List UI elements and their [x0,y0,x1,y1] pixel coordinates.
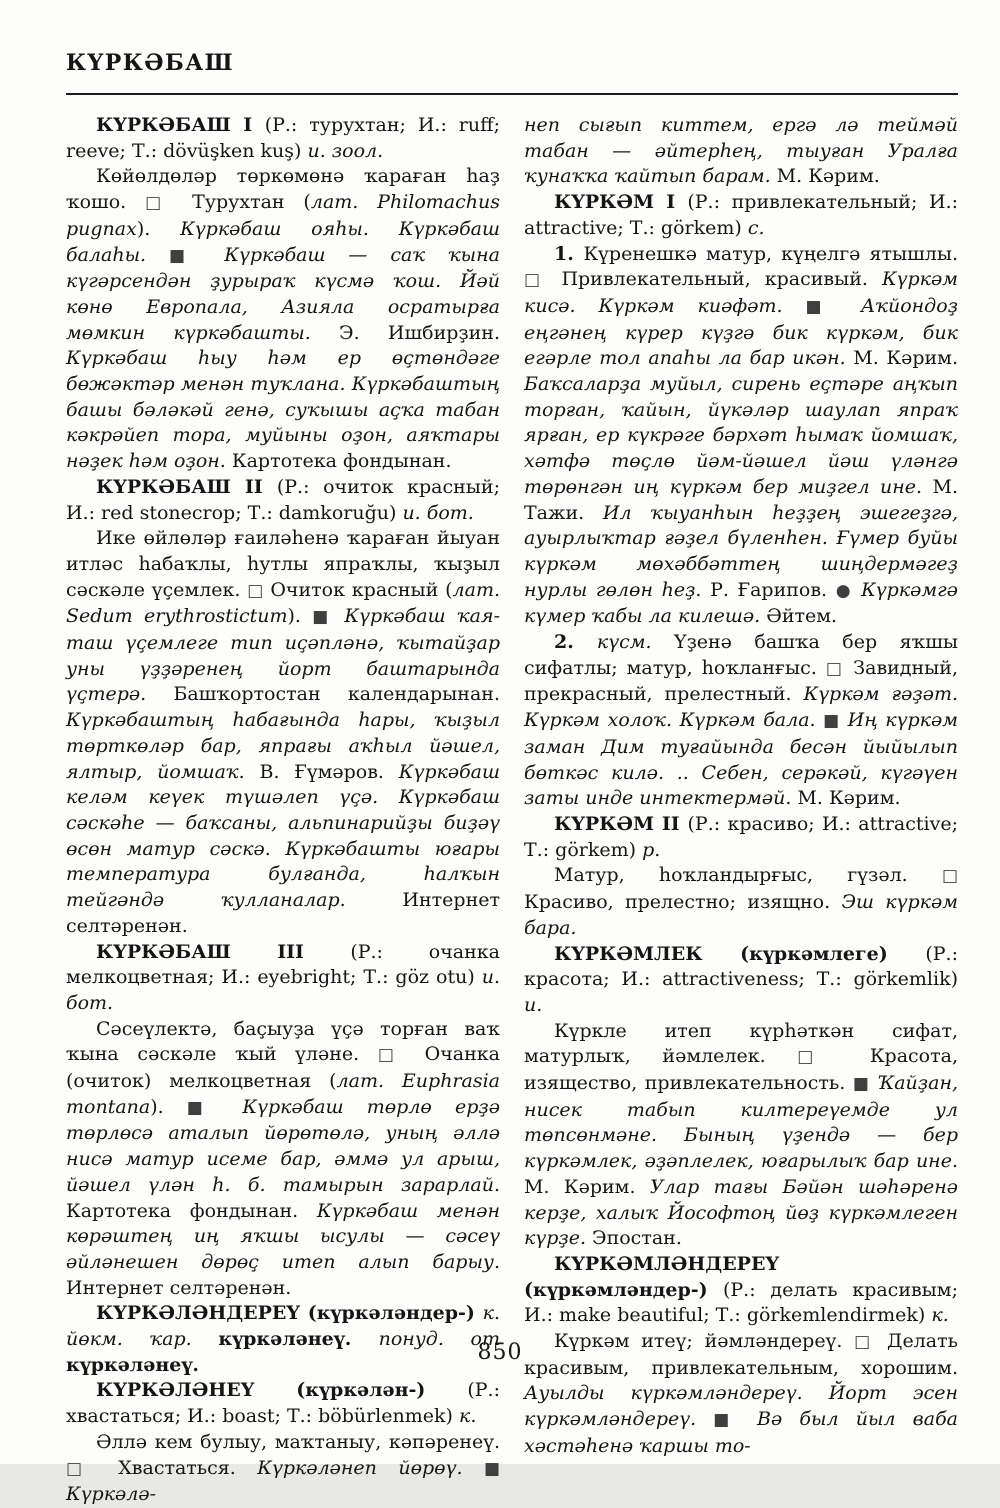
section-marker: □ [247,580,271,601]
text-segment: Завидный, прекрасный, прелестный. [524,656,958,706]
text-segment: М. Кәрим. [776,165,880,188]
dictionary-paragraph [524,1252,958,1329]
text-segment: ). [287,605,313,628]
text-segment: Көйөлдөләр төркөмөнә ҡараған һаҙ ҡошо. [66,165,500,214]
text-segment: Интернет селтәренән. [66,889,500,937]
text-segment: Күркәмгә күмер ҡабы ла килешә. [524,578,958,628]
text-segment: Красиво, прелестно; изящно. [524,891,842,914]
text-segment: (Р.: турухтан; И.: ruff; reeve; Т.: dövüşken kuş) [66,114,501,162]
text-segment: күсм. [596,631,675,654]
text-segment: Ил ҡыуанһын һеҙҙең эшегеҙгә, ауырлыҡтар ғәҙел бүленһен. Ғүмер буйы күркәм мөхәббәттең шиңдермәгеҙ нурлы гөлөн һеҙ. [524,501,958,601]
text-segment: В. Ғүмәров. [259,760,399,783]
text-segment: р. [642,838,661,861]
text-segment: неп сығып киттем, ергә лә теймәй табан — әйтерһең, тыуған Уралға ҡунаҡҡа ҡайтып барам. [524,114,958,188]
text-segment: Баҡсаларҙа муйыл, сирень еҫтәре аңҡып торған, ҡайын, йүкәләр шаулап япраҡ ярған, ер күкрәге бәрхәт һымаҡ йомшаҡ, хәтфә төҫлө йәм-йәшел йәш үләнгә төрөнгән иң күркәм бер миҙгел ине. [524,373,958,498]
text-segment: Очиток красный ( [270,578,453,601]
text-segment: Вә был йыл ваба хәстәһенә ҡаршы то- [524,1408,958,1457]
section-marker: □ [797,1047,870,1068]
text-segment: и. бот. [66,966,500,1014]
text-segment: Турухтан ( [192,191,311,214]
text-segment: 1. [554,242,584,265]
header-rule [66,93,958,95]
text-segment: и. зоол. [307,139,384,162]
section-marker: □ [377,1045,425,1066]
text-segment: Күркәбаш ояһы. Күркәбаш балаһы. [66,217,500,266]
section-marker: ■ [852,1074,878,1095]
text-segment: 2. [554,631,597,654]
dictionary-paragraph [524,812,958,863]
section-marker: □ [825,658,854,679]
section-marker: ■ [169,245,225,266]
page-number: 850 [477,1340,523,1365]
dictionary-paragraph [66,113,500,164]
text-segment: КҮРКӘМЛӘНДЕРЕҮ (күркәмләндер-) [524,1252,780,1301]
dictionary-paragraph [524,1019,958,1252]
section-marker: ■ [483,1458,501,1479]
text-segment: Улар тағы Бәйән шәһәренә керҙе, халыҡ Йософтоң йөҙ күркәмлеген күрҙе. [524,1175,958,1250]
text-segment: Матур, һоҡландырғыс, гүзәл. [554,864,942,887]
text-segment: күркәләнеү. [66,1353,199,1376]
text-segment: с. [747,216,765,239]
section-marker: ■ [805,296,861,317]
text-segment: Башҡортостан календарынан. [173,683,501,706]
text-segment: КҮРКӘМ I [554,191,688,214]
text-segment: Күркәлә- [66,1483,157,1506]
dictionary-paragraph [524,190,958,241]
text-segment: Картотека фондынан. [66,1199,317,1222]
dictionary-paragraph [66,1430,500,1508]
text-segment: Эш күркәм бара. [524,891,958,939]
dictionary-paragraph [66,475,500,526]
text-segment: Күркәбаш һыу һәм ер өҫтөндәге бөжәктәр менән туҡлана. Күркәбаштың башы бәләкәй генә, суҡышы аҫҡа табан кәкрәйеп тора, муйыны оҙон, аяҡтары нәҙек һәм оҙон. [66,347,500,473]
text-segment: КҮРКӘЛӘНЕҮ (күркәлән-) [96,1379,468,1402]
text-segment: Эпостан. [592,1227,682,1250]
text-segment: Күркәбаш келәм кеүек түшәлеп үҫә. Күркәбаш сәскәһе — баҡсаны, альпинарийҙы биҙәү өсөн матур сәскә. Күркәбашты юғары температура булғанда, һалҡын тейгәндә ҡулланалар. [66,760,500,912]
dictionary-paragraph [524,630,958,812]
text-segment: Хвастаться. [118,1456,258,1479]
dictionary-paragraph [66,164,500,474]
text-segment: лат. Euphrasia montana [66,1070,500,1118]
text-segment: Күркәбаштың һабағында һары, ҡыҙыл төрткөләр бар, япрағы аҡһыл йәшел, ялтыр, йомшаҡ. [66,709,500,783]
text-segment: Очанка (очиток) мелкоцветная ( [66,1043,500,1093]
text-segment: и. [524,993,543,1016]
text-segment: Р. Ғарипов. [710,578,836,601]
text-segment: Күркәм итеү; йәмләндереү. [554,1330,855,1353]
text-segment: (Р.: делать красивым; И.: make beautiful; Т.: görkemlendirmek) [524,1278,958,1327]
text-segment: КҮРКӘЛӘНДЕРЕҮ (күркәләндер-) [96,1302,483,1325]
section-marker: ■ [186,1097,243,1118]
text-segment: к. [931,1304,949,1327]
text-segment: Сәсеүлектә, баҫыуҙа үҫә торған ваҡ ҡына сәскәле ҡый үләне. [66,1017,500,1066]
text-segment: М. Кәрим. [797,787,901,810]
text-segment: Үҙенә башҡа бер яҡшы сифатлы; матур, һоҡланғыс. [524,631,959,679]
section-marker: ■ [312,607,345,628]
text-segment: Күркле итеп күрһәткән сифат, матурлыҡ, йәмлелек. [524,1019,958,1068]
text-segment: (Р.: очиток красный; И.: red stonecrop; Т.: damkoruğu) [66,475,500,524]
dictionary-paragraph [66,526,500,939]
text-segment: Күркәбаш төрлө ерҙә төрлөсә аталып йөрөтөлә, уның әллә нисә матур исеме бар, әммә ул арыш, йәшел үлән һ. б. тамырын зарарлай. [66,1095,500,1196]
text-segment: Картотека фондынан. [231,450,452,473]
section-marker: ● [835,580,862,601]
text-segment: (Р.: очанка мелкоцветная; И.: eyebright; Т.: göz otu) [66,940,501,989]
section-marker: □ [941,866,958,887]
text-segment: Күркәбаш менән көрәштең иң яҡшы ысулы — сәсеү әйләнешен дөрөҫ итеп алып барыу. [66,1199,500,1273]
dictionary-paragraph [524,863,958,941]
section-marker: □ [145,193,193,214]
left-column [66,113,500,1508]
text-segment: Привлекательный, красивый. [561,268,882,291]
text-segment: күркәләнеү. [218,1328,379,1351]
text-segment: Әллә кем булыу, маҡтаныу, кәпәренеү. [96,1430,500,1453]
text-segment: М. Тажи. [524,475,958,524]
text-segment: Делать красивым, привлекательным, хорошим. [524,1330,958,1379]
text-segment: М. Кәрим. [853,347,958,370]
text-segment: Ауылды күркәмләндереү. Йорт эсен күркәмләндереү. [524,1382,958,1431]
text-segment: М. Кәрим. [524,1175,650,1198]
text-segment: к. йөкм. ҡар. [66,1302,500,1351]
text-segment: понуд. от [378,1328,500,1351]
text-segment: Иң күркәм заман Дим туғайында бесән йыйылып бөткәс килә. .. Себен, серәкәй, күгәүен заты инде интектермәй. [524,709,959,810]
text-segment: Күренешкә матур, күңелгә ятышлы. [583,242,958,265]
section-marker: □ [854,1332,888,1353]
text-segment: (Р.: красиво; И.: attractive; Т.: görkem) [524,812,958,861]
dictionary-paragraph [524,113,958,190]
text-segment: Күркәбаш ҡая-таш үҫемлеге тип иҫәпләнә, ҡытайҙар уны үҙҙәренең йорт баштарында үҫтерә. [66,605,501,706]
section-marker: ■ [713,1410,758,1431]
text-segment: КҮРКӘБАШ II [96,475,277,498]
text-segment: Интернет селтәренән. [66,1276,292,1299]
text-segment: ). [136,217,181,240]
text-segment: Красота, изящество, привлекательность. [524,1045,958,1095]
text-segment: КҮРКӘМ II [554,812,688,835]
text-segment: лат. Philomachus pugnax [66,191,500,240]
text-segment: (Р.: привлекательный; И.: attractive; Т.: görkem) [524,191,959,239]
text-segment: Әйтем. [766,605,838,628]
text-segment: Күркәләнеп йөрөү. [257,1456,484,1479]
text-segment: лат. Sedum erythrostictum [66,578,501,628]
text-segment: Аҡйондоҙ еңгәнең күрер күҙгә бик күркәм, бик егәрле тол апаһы ла бар икән. [524,294,959,370]
text-segment: Э. Ишбирҙин. [339,321,500,344]
dictionary-paragraph [524,942,958,1019]
section-marker: ■ [823,711,848,732]
dictionary-paragraph [66,940,500,1017]
text-segment: Ҡайҙан, нисек табып килтереүемде ул төпсөнмәне. Бының үҙендә — бер күркәмлек, әҙәплелек, юғарылыҡ бар ине. [524,1072,959,1173]
text-segment: Күркәбаш — саҡ ҡына күгәрсендән ҙурыраҡ күсмә ҡош. Йәй көнө Европала, Азияла осратырға мөмкин күркәбашты. [66,243,500,344]
text-segment: и. бот. [402,501,474,524]
dictionary-paragraph [66,1378,500,1429]
text-segment: Күркәм ғәҙәт. Күркәм холоҡ. Күркәм бала. [524,683,958,732]
text-segment: ). [150,1095,187,1118]
dictionary-paragraph [524,242,958,631]
running-head: КҮРКӘБАШ [66,50,235,76]
text-segment: Күркәм кисә. Күркәм киәфәт. [524,268,958,317]
text-segment: КҮРКӘМЛЕК (күркәмлеге) [554,942,926,965]
right-column [524,113,958,1460]
text-segment: КҮРКӘБАШ III [96,940,351,963]
text-segment: КҮРКӘБАШ I [96,114,265,136]
text-segment: к. [458,1405,477,1428]
section-marker: □ [524,270,562,291]
section-marker: □ [66,1458,119,1479]
text-segment: (Р.: хвастаться; И.: boast; Т.: böbürlenmek) [66,1379,500,1428]
text-segment: (Р.: красота; И.: attractiveness; Т.: görkemlik) [524,942,958,991]
text-segment: Ике өйлөләр ғаиләһенә ҡараған йыуан итләс һабаҡлы, һутлы япраҡлы, ҡыҙыл сәскәле үҫемлек. [66,527,500,601]
dictionary-paragraph [66,1017,500,1302]
